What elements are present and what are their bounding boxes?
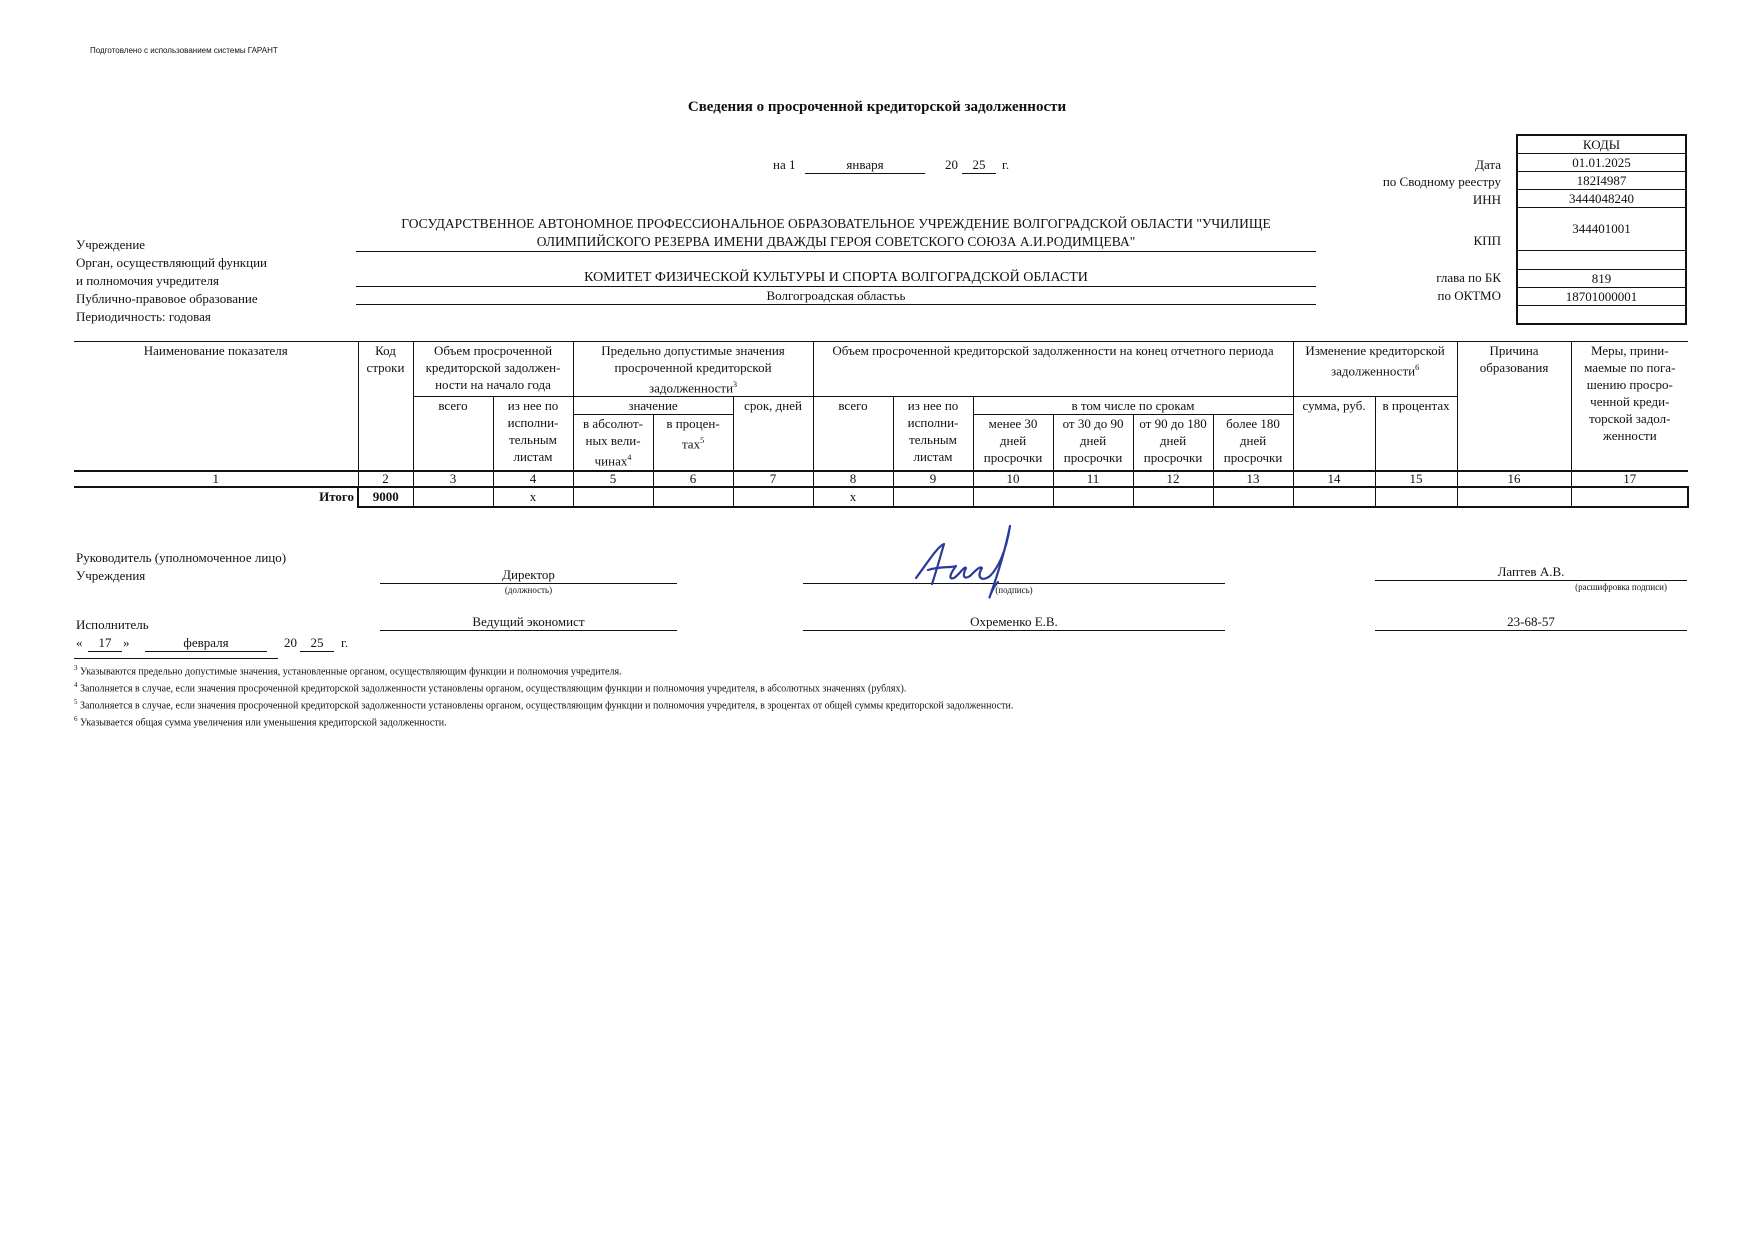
- signature-caption: (подпись): [995, 585, 1033, 595]
- footnote-divider: [74, 658, 278, 659]
- col-head-begin: Объем просроченной кредиторской задолжен- ности на начало года: [413, 342, 573, 397]
- footnote-text: Заполняется в случае, если значения просроченной кредиторской задолженности установлены органом, осуществляющим функции и полномочия учредителя, в зроцентах от общей суммы кредиторской задолженности.: [80, 700, 1014, 712]
- col-number: 10: [973, 471, 1053, 487]
- col-number: 9: [893, 471, 973, 487]
- code-kpp: 344401001: [1517, 208, 1686, 251]
- institution-name-line2: ОЛИМПИЙСКОГО РЕЗЕРВА ИМЕНИ ДВАЖДЫ ГЕРОЯ СОВЕТСКОГО СОЮЗА А.И.РОДИМЦЕВА": [536, 234, 1136, 249]
- col-head-begin-exec: из нее по исполни- тельным листам: [493, 397, 573, 471]
- col-head-measures: Меры, прини- маемые по пога- шению просро- ченной креди- торской задол- женности: [1571, 342, 1688, 471]
- code-label-kpp: КПП: [1473, 233, 1501, 248]
- total-code: 9000: [358, 487, 413, 507]
- code-registry: 182I4987: [1517, 172, 1686, 190]
- col-head-change-pct: в процентах: [1375, 397, 1457, 471]
- col-head-end-terms: в том числе по срокам: [973, 397, 1293, 415]
- executor-phone: 23-68-57: [1375, 614, 1687, 631]
- footnote-text: Заполняется в случае, если значения просроченной кредиторской задолженности установлены органом, осуществляющим функции и полномочия учредителя, в абсолютных значениях (рублях).: [80, 683, 907, 695]
- col-head-limit-abs-sup: 4: [627, 453, 632, 463]
- total-cell: [413, 487, 493, 507]
- head-label-1: Руководитель (уполномоченное лицо): [76, 550, 287, 565]
- col-head-limit: [573, 342, 813, 397]
- col-head-change-sup: 6: [1415, 363, 1420, 372]
- col-head-term-4: более 180 дней просрочки: [1213, 415, 1293, 471]
- code-label-date: Дата: [1475, 157, 1501, 172]
- col-number: 12: [1133, 471, 1213, 487]
- col-number: 6: [653, 471, 733, 487]
- institution-name-line1: ГОСУДАРСТВЕННОЕ АВТОНОМНОЕ ПРОФЕССИОНАЛЬНОЕ ОБРАЗОВАТЕЛЬНОЕ УЧРЕЖДЕНИЕ ВОЛГОГРАДСКОЙ ОБЛАСТИ "УЧИЛИЩЕ: [401, 216, 1271, 231]
- col-number: 5: [573, 471, 653, 487]
- footnote-4: [74, 681, 906, 694]
- col-number: 17: [1571, 471, 1688, 487]
- sign-date-year-prefix: 20: [284, 635, 297, 650]
- col-number: 8: [813, 471, 893, 487]
- total-cell: [1133, 487, 1213, 507]
- sign-date-month: февраля: [145, 635, 267, 652]
- handwritten-signature-icon: [910, 522, 1030, 608]
- sign-date-suffix: г.: [341, 635, 349, 650]
- footnote-num: 5: [74, 698, 78, 706]
- sign-date-open-quote: «: [76, 635, 83, 650]
- col-number: 7: [733, 471, 813, 487]
- total-cell: [1457, 487, 1571, 507]
- total-cell: [1293, 487, 1375, 507]
- code-oktmo: 18701000001: [1517, 288, 1686, 306]
- total-cell-4: x: [493, 487, 573, 507]
- col-head-limit-abs: [573, 415, 653, 471]
- founder-label-1: Орган, осуществляющий функции: [76, 255, 267, 270]
- head-position: Директор: [380, 567, 677, 584]
- executor-position: Ведущий экономист: [380, 614, 677, 631]
- total-cell: [1375, 487, 1457, 507]
- page-title: Сведения о просроченной кредиторской задолженности: [687, 99, 1067, 115]
- total-label: Итого: [74, 487, 358, 507]
- code-label-bk: глава по БК: [1436, 270, 1501, 285]
- col-head-term-2: от 30 до 90 дней просрочки: [1053, 415, 1133, 471]
- code-date: 01.01.2025: [1517, 154, 1686, 172]
- footnote-text: Указываются предельно допустимые значения, установленные органом, осуществляющим функции и полномочия учредителя.: [80, 666, 622, 678]
- total-row: [74, 487, 1688, 507]
- executor-label: Исполнитель: [76, 617, 149, 632]
- head-name: Лаптев А.В.: [1375, 564, 1687, 581]
- col-head-change: [1293, 342, 1457, 397]
- total-cell: [893, 487, 973, 507]
- col-head-end-total: всего: [813, 397, 893, 471]
- col-head-limit-abs-text: в абсолют- ных вели- чинах: [583, 416, 643, 469]
- col-head-limit-text: Предельно допустимые значения просроченной кредиторской задолженности: [601, 343, 785, 396]
- column-numbers-row: [74, 471, 1688, 487]
- col-head-change-sum: сумма, руб.: [1293, 397, 1375, 471]
- footnote-num: 6: [74, 715, 78, 723]
- codes-head: КОДЫ: [1517, 135, 1686, 154]
- ppo-value: Волгогроадская областьь: [356, 288, 1316, 305]
- footnote-text: Указывается общая сумма увеличения или уменьшения кредиторской задолженности.: [80, 717, 447, 729]
- codes-box: [1516, 134, 1687, 325]
- col-number: 2: [358, 471, 413, 487]
- col-head-name: Наименование показателя: [74, 342, 358, 471]
- total-cell: [573, 487, 653, 507]
- report-date-suffix: г.: [1002, 157, 1010, 172]
- col-number: 13: [1213, 471, 1293, 487]
- report-date-month: января: [805, 157, 925, 174]
- col-number: 14: [1293, 471, 1375, 487]
- col-number: 16: [1457, 471, 1571, 487]
- footnote-5: [74, 698, 1013, 711]
- col-head-limit-pct-text: в процен- тах: [666, 416, 720, 452]
- code-label-registry: по Сводному реестру: [1382, 174, 1501, 189]
- col-number: 15: [1375, 471, 1457, 487]
- col-head-reason: Причина образования: [1457, 342, 1571, 471]
- total-cell-8: x: [813, 487, 893, 507]
- founder-value: КОМИТЕТ ФИЗИЧЕСКОЙ КУЛЬТУРЫ И СПОРТА ВОЛГОГРАДСКОЙ ОБЛАСТИ: [356, 270, 1316, 287]
- col-number: 1: [74, 471, 358, 487]
- col-head-code: Код строки: [358, 342, 413, 471]
- total-cell: [733, 487, 813, 507]
- col-number: 11: [1053, 471, 1133, 487]
- footnote-3: [74, 664, 622, 677]
- col-number: 4: [493, 471, 573, 487]
- code-inn: 3444048240: [1517, 190, 1686, 208]
- code-empty: [1517, 306, 1686, 325]
- code-label-inn: ИНН: [1472, 192, 1501, 207]
- founder-label-2: и полномочия учредителя: [76, 273, 219, 288]
- col-head-limit-pct: [653, 415, 733, 471]
- report-date-prefix: на 1: [773, 157, 796, 172]
- col-head-end: Объем просроченной кредиторской задолженности на конец отчетного периода: [813, 342, 1293, 397]
- head-label-2: Учреждения: [76, 568, 146, 583]
- sign-date-close-quote: »: [123, 635, 130, 650]
- col-head-limit-sup: 3: [733, 380, 738, 389]
- col-head-term-3: от 90 до 180 дней просрочки: [1133, 415, 1213, 471]
- footnote-num: 4: [74, 681, 78, 689]
- col-head-limit-value: значение: [573, 397, 733, 415]
- executor-name: Охременко Е.В.: [803, 614, 1225, 631]
- total-cell: [1571, 487, 1688, 507]
- footnote-num: 3: [74, 664, 78, 672]
- col-head-term-1: менее 30 дней просрочки: [973, 415, 1053, 471]
- total-cell: [1053, 487, 1133, 507]
- report-date-year-prefix: 20: [945, 157, 958, 172]
- total-cell: [1213, 487, 1293, 507]
- total-cell: [973, 487, 1053, 507]
- institution-name: [356, 215, 1316, 252]
- col-head-limit-term: срок, дней: [733, 397, 813, 471]
- col-head-change-text: Изменение кредиторской задолженности: [1305, 343, 1445, 379]
- institution-label: Учреждение: [76, 237, 146, 252]
- garant-note: Подготовлено с использованием системы ГАРАНТ: [90, 46, 278, 55]
- report-date-year: 25: [962, 157, 996, 174]
- code-label-oktmo: по ОКТМО: [1437, 288, 1501, 303]
- col-number: 3: [413, 471, 493, 487]
- position-caption: (должность): [504, 585, 553, 595]
- ppo-label: Публично-правовое образование: [76, 291, 258, 306]
- main-table: [74, 341, 1689, 508]
- sign-date-year: 25: [300, 635, 334, 652]
- col-head-begin-total: всего: [413, 397, 493, 471]
- col-head-end-exec: из нее по исполни- тельным листам: [893, 397, 973, 471]
- col-head-limit-pct-sup: 5: [700, 436, 705, 446]
- period-label: Периодичность: годовая: [76, 309, 211, 324]
- name-caption: (расшифровка подписи): [1575, 582, 1667, 592]
- footnote-6: [74, 715, 447, 728]
- total-cell: [653, 487, 733, 507]
- sign-date-day: 17: [88, 635, 122, 652]
- code-bk: 819: [1517, 270, 1686, 288]
